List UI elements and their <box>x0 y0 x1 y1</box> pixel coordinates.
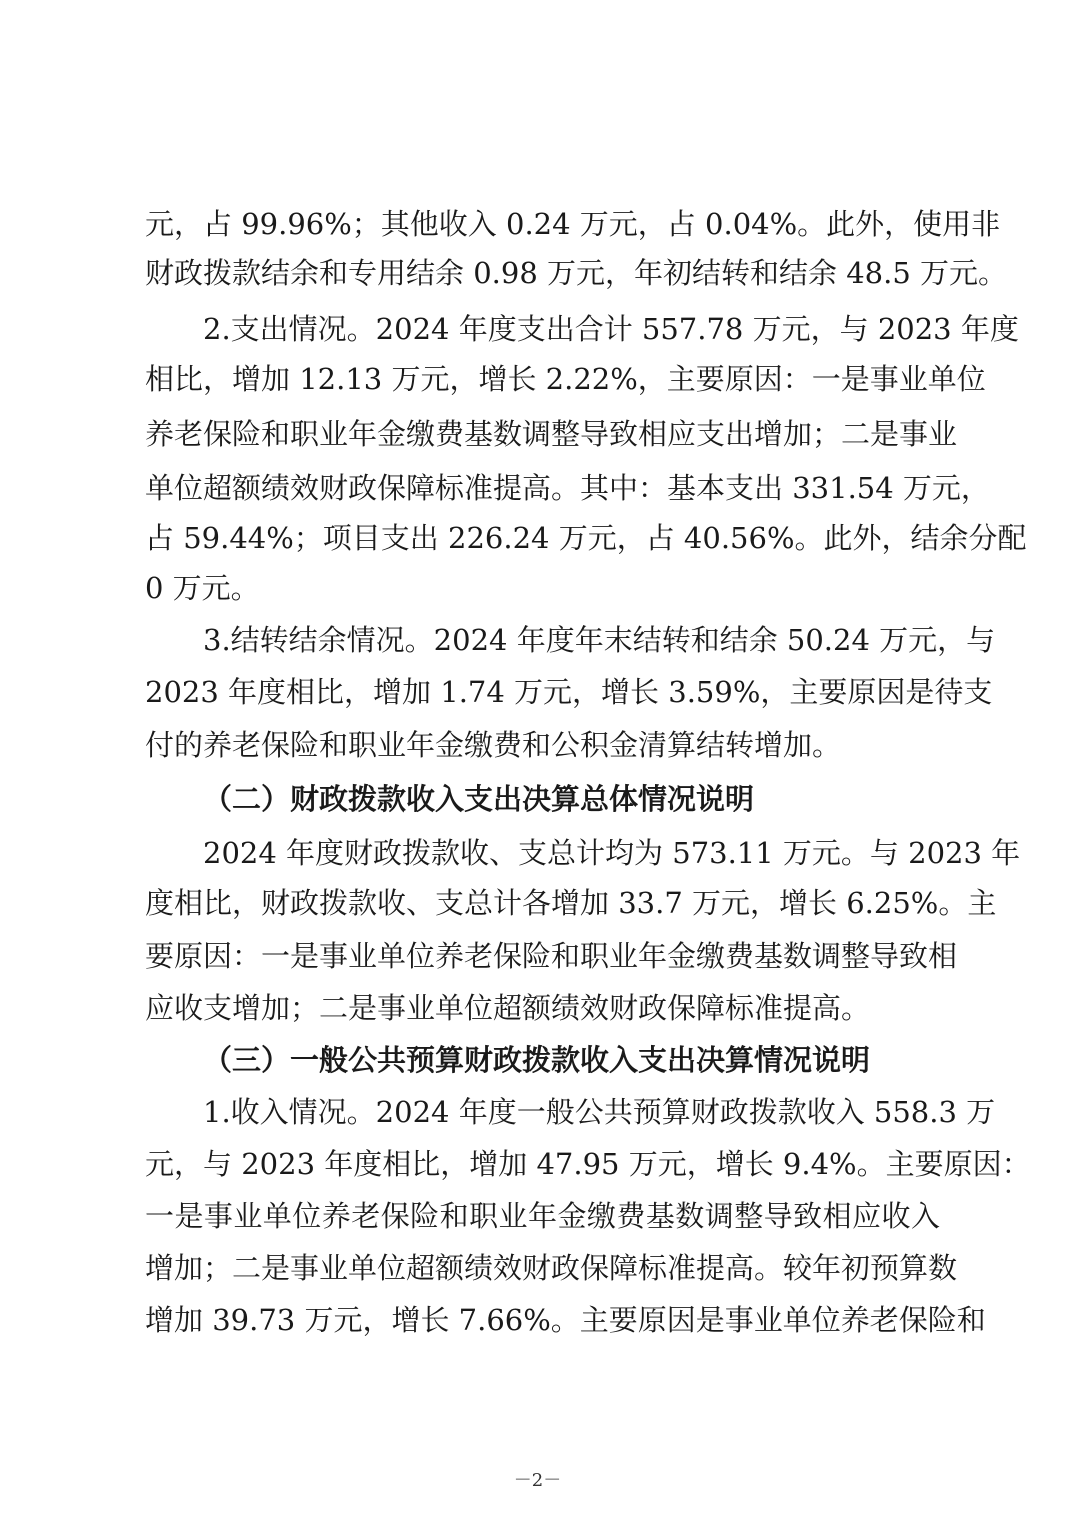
paragraph-line: 增加 39.73 万元，增长 7.66%。主要原因是事业单位养老保险和 <box>145 1303 986 1337</box>
paragraph-line: 要原因：一是事业单位养老保险和职业年金缴费基数调整导致相 <box>145 939 958 973</box>
paragraph-line: 2023 年度相比，增加 1.74 万元，增长 3.59%，主要原因是待支 <box>145 675 993 709</box>
section-heading: （二）财政拨款收入支出决算总体情况说明 <box>203 782 755 816</box>
paragraph-line: 增加；二是事业单位超额绩效财政保障标准提高。较年初预算数 <box>145 1251 958 1285</box>
paragraph-line: 元，占 99.96%；其他收入 0.24 万元，占 0.04%。此外，使用非 <box>145 207 1001 241</box>
page-number: －2－ <box>513 1470 562 1491</box>
paragraph-line: 一是事业单位养老保险和职业年金缴费基数调整导致相应收入 <box>145 1199 940 1233</box>
paragraph-line: 养老保险和职业年金缴费基数调整导致相应支出增加；二是事业 <box>145 417 958 451</box>
paragraph-line: 付的养老保险和职业年金缴费和公积金清算结转增加。 <box>145 728 842 762</box>
paragraph-line: 2024 年度财政拨款收、支总计均为 573.11 万元。与 2023 年 <box>203 836 1021 870</box>
paragraph-line: 3.结转结余情况。2024 年度年末结转和结余 50.24 万元，与 <box>203 623 996 657</box>
paragraph-line: 2.支出情况。2024 年度支出合计 557.78 万元，与 2023 年度 <box>203 312 1019 346</box>
section-heading: （三）一般公共预算财政拨款收入支出决算情况说明 <box>203 1043 871 1077</box>
paragraph-line: 0 万元。 <box>145 571 260 605</box>
paragraph-line: 元，与 2023 年度相比，增加 47.95 万元，增长 9.4%。主要原因： <box>145 1147 1031 1181</box>
paragraph-line: 应收支增加；二是事业单位超额绩效财政保障标准提高。 <box>145 991 871 1025</box>
paragraph-line: 相比，增加 12.13 万元，增长 2.22%，主要原因：一是事业单位 <box>145 362 986 396</box>
paragraph-line: 单位超额绩效财政保障标准提高。其中：基本支出 331.54 万元， <box>145 471 990 505</box>
paragraph-line: 1.收入情况。2024 年度一般公共预算财政拨款收入 558.3 万 <box>203 1095 996 1129</box>
paragraph-line: 度相比，财政拨款收、支总计各增加 33.7 万元，增长 6.25%。主 <box>145 886 997 920</box>
paragraph-line: 占 59.44%；项目支出 226.24 万元，占 40.56%。此外，结余分配 <box>145 521 1027 555</box>
paragraph-line: 财政拨款结余和专用结余 0.98 万元，年初结转和结余 48.5 万元。 <box>145 256 1008 290</box>
